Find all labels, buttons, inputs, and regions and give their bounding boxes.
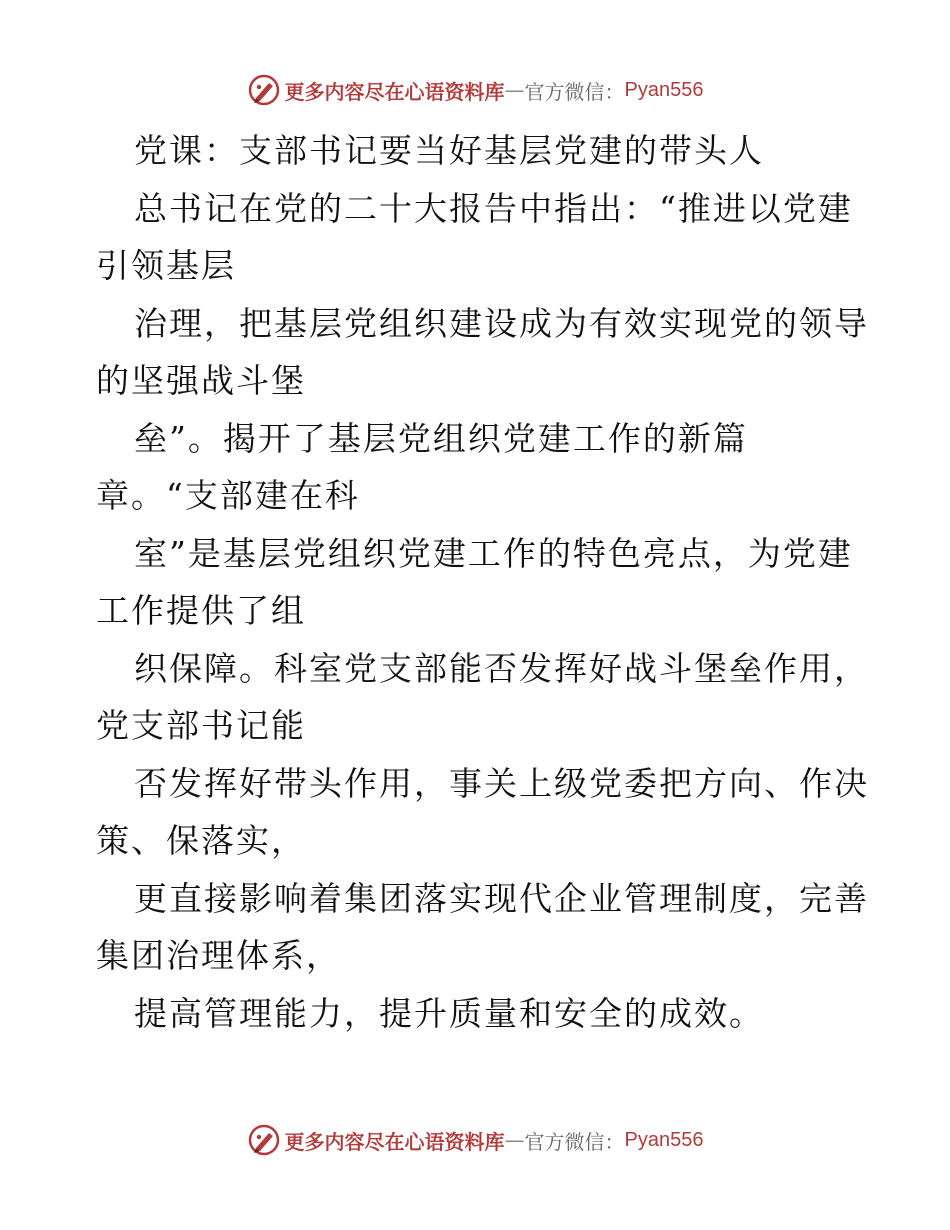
banner-main-text: 更多内容尽在心语资料库 <box>284 79 505 104</box>
body-line: 治理，把基层党组织建设成为有效实现党的领导 <box>134 303 869 343</box>
banner-wechat-id: Pyan556 <box>624 78 704 101</box>
body-line: 更直接影响着集团落实现代企业管理制度，完善 <box>134 878 869 918</box>
body-line: 引领基层 <box>96 246 236 285</box>
body-line: 集团治理体系， <box>96 936 341 975</box>
body-line: 的坚强战斗堡 <box>96 361 306 400</box>
banner-main-text: 更多内容尽在心语资料库 <box>284 1129 505 1154</box>
pen-logo-icon <box>247 73 281 107</box>
body-line: 章。“支部建在科 <box>96 476 360 515</box>
banner-wechat-label: 官方微信： <box>524 1129 625 1154</box>
footer-banner <box>0 1120 950 1160</box>
banner-dash: — <box>504 78 525 102</box>
body-line: 垒”。揭开了基层党组织党建工作的新篇 <box>134 418 748 458</box>
pen-logo-icon <box>247 1123 281 1157</box>
header-banner <box>0 70 950 110</box>
document-body <box>96 122 869 1042</box>
body-line: 否发挥好带头作用，事关上级党委把方向、作决 <box>134 763 869 803</box>
banner-wechat-label: 官方微信： <box>524 79 625 104</box>
body-line: 工作提供了组 <box>96 591 306 630</box>
banner-dash: — <box>504 1128 525 1152</box>
body-line: 党支部书记能 <box>96 706 306 745</box>
banner-wechat-id: Pyan556 <box>624 1128 704 1151</box>
body-line: 策、保落实， <box>96 821 306 860</box>
body-line: 室”是基层党组织党建工作的特色亮点，为党建 <box>134 533 853 573</box>
body-line: 总书记在党的二十大报告中指出：“推进以党建 <box>134 188 853 228</box>
body-line: 提高管理能力，提升质量和安全的成效。 <box>134 993 764 1033</box>
document-title: 党课：支部书记要当好基层党建的带头人 <box>134 131 764 170</box>
body-line: 织保障。科室党支部能否发挥好战斗堡垒作用， <box>134 648 869 688</box>
